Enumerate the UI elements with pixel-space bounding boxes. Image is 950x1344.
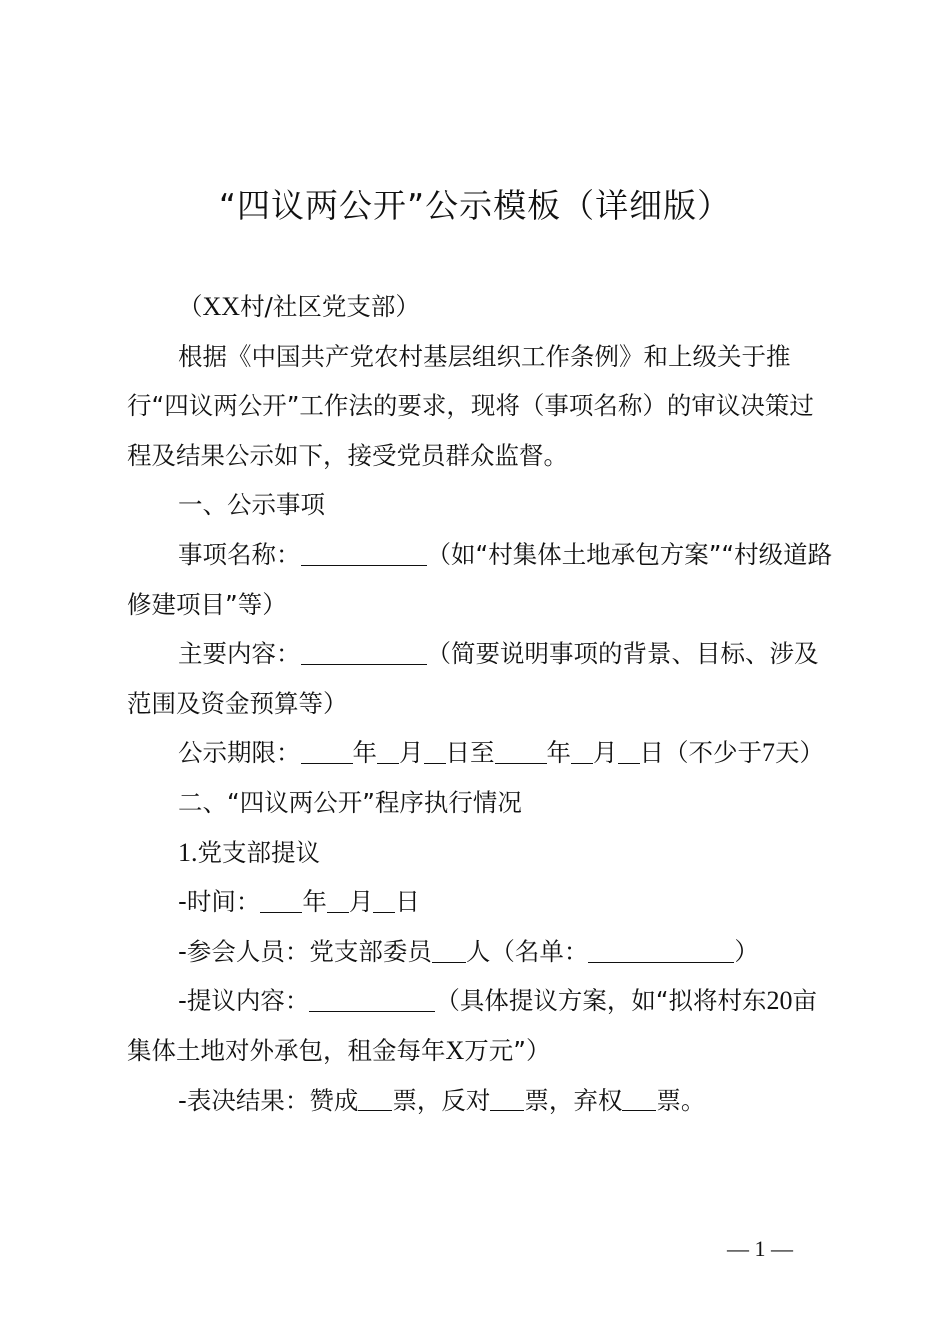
vote-text-2: 票，弃权: [524, 1085, 623, 1115]
proposal-note-pre: （具体提议方案，如“拟将村东: [435, 986, 767, 1016]
step1-attendees-field: [127, 927, 833, 977]
time-label: -时间：: [178, 887, 261, 917]
org-open: （: [178, 292, 203, 321]
document-title: “四议两公开”公示模板（详细版）: [218, 186, 732, 225]
vote-text-1: 票，反对: [392, 1085, 491, 1115]
org-text: 村/社区党支部）: [240, 292, 420, 321]
period-days: 7: [762, 738, 775, 768]
step1-title: 党支部提议: [197, 837, 320, 867]
time-day-blank: [373, 888, 395, 914]
proposal-blank: [309, 987, 435, 1013]
vote-against-blank: [490, 1086, 524, 1112]
period-to-text: 日至: [445, 738, 495, 768]
step1-heading: [127, 828, 833, 878]
organization-line: [127, 282, 833, 332]
proposal-note-post: 万元”）: [464, 1035, 551, 1065]
content-note: （简要说明事项的背景、目标、涉及范围及资金预算等）: [127, 639, 819, 718]
item-name-field: [127, 530, 833, 629]
period-note-pre: （不少于: [664, 738, 762, 768]
attendees-list-blank: [588, 937, 734, 963]
period-day-text: 日: [639, 738, 664, 768]
period-label: 公示期限：: [178, 738, 301, 768]
attendees-label: -参会人员：党支部委员: [178, 936, 432, 966]
vote-text-3: 票。: [656, 1085, 706, 1115]
proposal-label: -提议内容：: [178, 986, 310, 1016]
period-end-year-blank: [495, 739, 547, 765]
time-day-text: 日: [395, 887, 420, 917]
step1-number: 1.: [178, 837, 198, 867]
section1-heading: 一、公示事项: [178, 490, 325, 520]
attendees-count-blank: [432, 937, 466, 963]
content-label: 主要内容：: [178, 639, 301, 669]
period-start-day-blank: [424, 739, 446, 765]
vote-label: -表决结果：赞成: [178, 1085, 359, 1115]
period-end-month-blank: [571, 739, 593, 765]
step1-vote-field: [127, 1076, 833, 1126]
period-month2-text: 月: [593, 738, 618, 768]
proposal-number-1: 20: [766, 986, 793, 1016]
period-end-day-blank: [618, 739, 640, 765]
attendees-unit: 人（名单：: [465, 936, 589, 966]
document-body: [127, 282, 833, 1125]
intro-paragraph: 根据《中国共产党农村基层组织工作条例》和上级关于推行“四议两公开”工作法的要求，现将（事项名称）的审议决策过程及结果公示如下，接受党员群众监督。: [127, 341, 814, 470]
vote-for-blank: [358, 1086, 392, 1112]
org-placeholder: XX: [202, 292, 241, 321]
page-number: — 1 —: [727, 1236, 793, 1261]
time-month-text: 月: [348, 887, 374, 917]
period-year-text: 年: [352, 738, 377, 768]
step1-time-field: [127, 877, 833, 927]
vote-abstain-blank: [622, 1086, 656, 1112]
proposal-note-mid: 亩集体土地对外承包，租金每年: [127, 986, 818, 1065]
content-blank: [301, 640, 427, 666]
step1-proposal-field: [127, 976, 833, 1075]
period-start-month-blank: [377, 739, 399, 765]
attendees-close: ）: [734, 936, 759, 966]
period-start-year-blank: [301, 739, 353, 765]
period-year2-text: 年: [546, 738, 571, 768]
item-name-blank: [301, 540, 427, 566]
item-name-note: （如“村集体土地承包方案”“村级道路修建项目”等）: [127, 539, 833, 619]
period-note-post: 天）: [775, 738, 824, 768]
proposal-number-2: X: [445, 1035, 465, 1065]
period-field: [127, 728, 833, 778]
content-field: [127, 629, 833, 728]
time-year-blank: [260, 888, 302, 914]
period-month-text: 月: [399, 738, 424, 768]
section2-heading: 二、“四议两公开”程序执行情况: [178, 787, 522, 817]
time-month-blank: [327, 888, 349, 914]
time-year-text: 年: [302, 887, 327, 917]
item-name-label: 事项名称：: [178, 539, 301, 569]
